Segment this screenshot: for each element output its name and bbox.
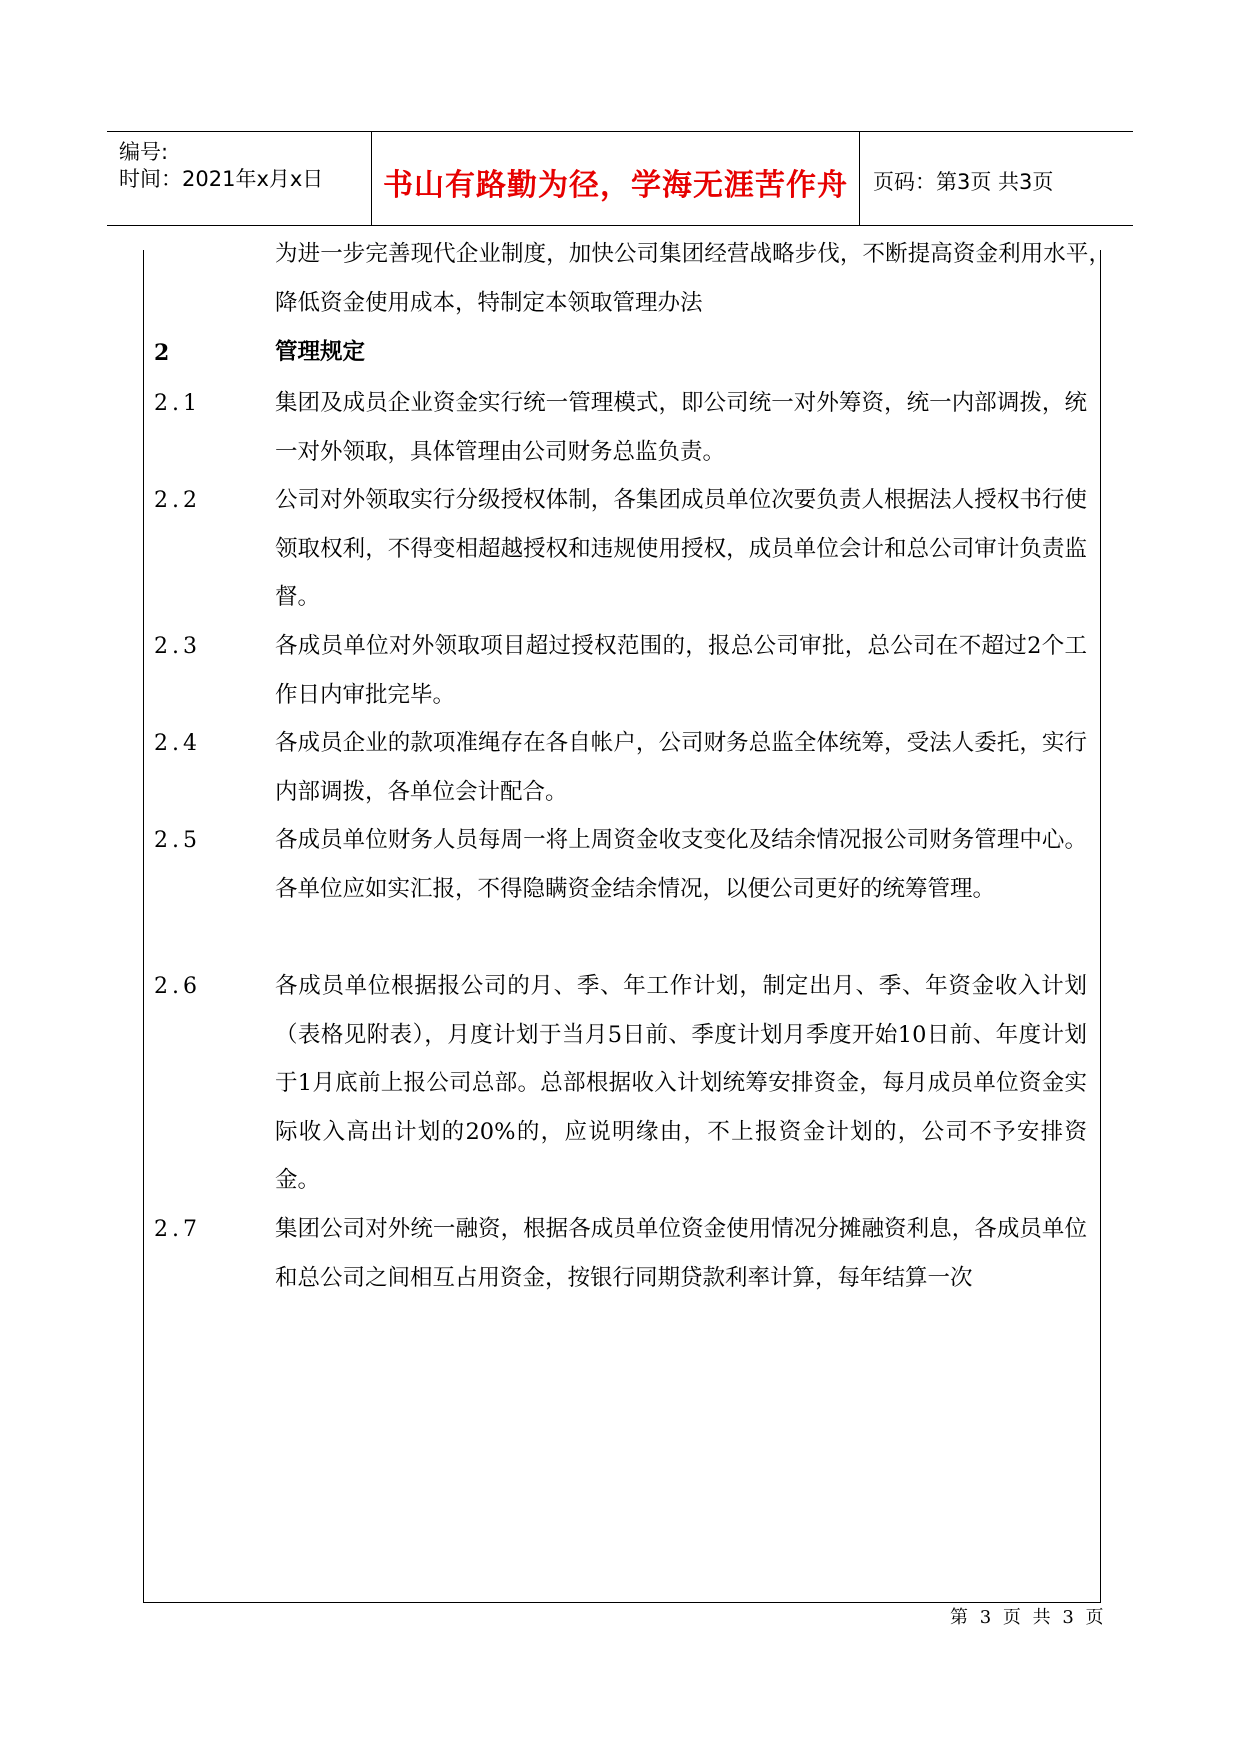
page-info: 页码：第3页 共3页 [873,170,1054,194]
section-text: 各成员单位对外领取项目超过授权范围的，报总公司审批，总公司在不超过2个工作日内审批完毕。 [275,633,1087,708]
content-frame [143,241,1111,1603]
section-text: 公司对外领取实行分级授权体制，各集团成员单位次要负责人根据法人授权书行使领取权利，不得变相超越授权和违规使用授权，成员单位会计和总公司审计负责监督。 [275,487,1087,610]
section-number: 2.7 [154,1217,201,1242]
header-motto-cell [371,132,860,225]
section-number: 2.3 [154,634,201,659]
section-number: 2.4 [154,731,201,756]
section-text: 各成员单位财务人员每周一将上周资金收支变化及结余情况报公司财务管理中心。各单位应如实汇报，不得隐瞒资金结余情况，以便公司更好的统筹管理。 [275,827,1087,902]
section-text: 各成员单位根据报公司的月、季、年工作计划，制定出月、季、年资金收入计划（表格见附表），月度计划于当月5日前、季度计划月季度开始10日前、年度计划于1月底前上报公司总部。总部根据收入计划统筹安排资金，每月成员单位资金实际收入高出计划的20%的，应说明缘由，不上报资金计划的，公司不予安排资金。 [275,973,1087,1193]
document-header [107,131,1133,226]
section-number: 2.1 [154,391,201,416]
section-heading: 管理规定 [275,339,366,365]
header-page-cell [859,132,1133,225]
section-number: 2.2 [154,488,201,513]
motto-text: 书山有路勤为径，学海无涯苦作舟 [383,168,848,203]
section-text: 为进一步完善现代企业制度，加快公司集团经营战略步伐，不断提高资金利用水平，降低资金使用成本，特制定本领取管理办法 [275,241,1111,316]
section-number: 2.6 [154,974,201,999]
header-meta-cell [107,132,371,225]
page-footer: 第 3 页 共 3 页 [950,1607,1107,1628]
section-number: 2.5 [154,828,201,853]
section-number: 2 [154,340,170,366]
section-text: 各成员企业的款项准绳存在各自帐户，公司财务总监全体统筹，受法人委托，实行内部调拨，各单位会计配合。 [275,730,1087,805]
serial-number-label: 编号: [119,140,169,164]
section-text: 集团公司对外统一融资，根据各成员单位资金使用情况分摊融资利息，各成员单位和总公司之间相互占用资金，按银行同期贷款利率计算，每年结算一次 [275,1216,1087,1291]
date-label: 时间：2021年x月x日 [119,167,324,191]
section-text: 集团及成员企业资金实行统一管理模式，即公司统一对外筹资，统一内部调拨，统一对外领取，具体管理由公司财务总监负责。 [275,390,1087,465]
